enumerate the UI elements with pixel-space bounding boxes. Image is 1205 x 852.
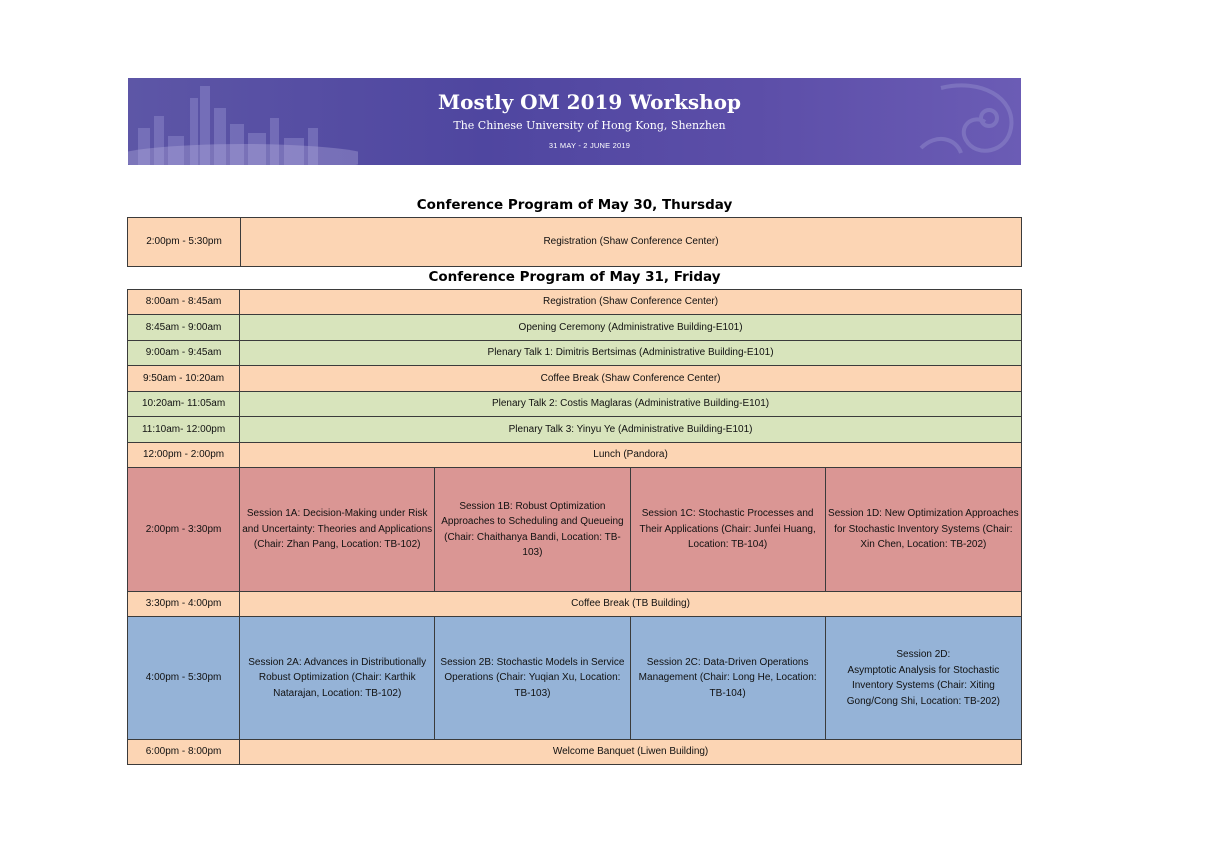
table-row <box>128 341 1022 366</box>
table-row <box>128 740 1022 765</box>
session-1c-cell: Session 1C: Stochastic Processes and Their Applications (Chair: Junfei Huang, Location: TB-104) <box>630 468 825 592</box>
event-cell: Plenary Talk 1: Dimitris Bertsimas (Administrative Building-E101) <box>240 341 1022 366</box>
time-cell: 6:00pm - 8:00pm <box>128 740 240 765</box>
time-cell: 2:00pm - 5:30pm <box>128 218 241 267</box>
banner-subtitle: The Chinese University of Hong Kong, Shenzhen <box>453 119 726 132</box>
time-cell: 4:00pm - 5:30pm <box>128 617 240 740</box>
time-cell: 11:10am- 12:00pm <box>128 417 240 443</box>
time-cell: 12:00pm - 2:00pm <box>128 443 240 468</box>
time-cell: 2:00pm - 3:30pm <box>128 468 240 592</box>
time-cell: 9:00am - 9:45am <box>128 341 240 366</box>
event-cell: Lunch (Pandora) <box>240 443 1022 468</box>
event-cell: Welcome Banquet (Liwen Building) <box>240 740 1022 765</box>
table-row <box>128 218 1022 267</box>
session-1d-cell: Session 1D: New Optimization Approaches for Stochastic Inventory Systems (Chair: Xin Chen, Location: TB-202) <box>825 468 1021 592</box>
table-row <box>128 392 1022 417</box>
event-cell: Coffee Break (TB Building) <box>240 592 1022 617</box>
event-cell: Plenary Talk 3: Yinyu Ye (Administrative Building-E101) <box>240 417 1022 443</box>
time-cell: 10:20am- 11:05am <box>128 392 240 417</box>
workshop-banner <box>128 78 1021 165</box>
session-2c-cell: Session 2C: Data-Driven Operations Management (Chair: Long He, Location: TB-104) <box>630 617 825 740</box>
session-row-1 <box>128 468 1022 592</box>
event-cell: Plenary Talk 2: Costis Maglaras (Administrative Building-E101) <box>240 392 1022 417</box>
time-cell: 8:00am - 8:45am <box>128 290 240 315</box>
session-row-2 <box>128 617 1022 740</box>
session-2b-cell: Session 2B: Stochastic Models in Service Operations (Chair: Yuqian Xu, Location: TB-103) <box>435 617 630 740</box>
time-cell: 8:45am - 9:00am <box>128 315 240 341</box>
table-row <box>128 366 1022 392</box>
table-row <box>128 290 1022 315</box>
event-cell: Coffee Break (Shaw Conference Center) <box>240 366 1022 392</box>
table-row <box>128 315 1022 341</box>
time-cell: 3:30pm - 4:00pm <box>128 592 240 617</box>
table-row <box>128 443 1022 468</box>
table-row <box>128 592 1022 617</box>
time-cell: 9:50am - 10:20am <box>128 366 240 392</box>
session-1b-cell: Session 1B: Robust Optimization Approaches to Scheduling and Queueing (Chair: Chaithanya Bandi, Location: TB-103) <box>435 468 630 592</box>
day1-heading: Conference Program of May 30, Thursday <box>416 197 733 213</box>
day2-heading: Conference Program of May 31, Friday <box>428 269 721 285</box>
session-2d-cell: Session 2D: Asymptotic Analysis for Stochastic Inventory Systems (Chair: Xiting Gong/Cong Shi, Location: TB-202) <box>825 617 1021 740</box>
event-cell: Opening Ceremony (Administrative Building-E101) <box>240 315 1022 341</box>
banner-title: Mostly OM 2019 Workshop <box>438 90 741 114</box>
session-2a-cell: Session 2A: Advances in Distributionally Robust Optimization (Chair: Karthik Natarajan, Location: TB-102) <box>240 617 435 740</box>
banner-dates: 31 MAY - 2 JUNE 2019 <box>548 141 631 150</box>
event-cell: Registration (Shaw Conference Center) <box>241 218 1022 267</box>
session-1a-cell: Session 1A: Decision-Making under Risk and Uncertainty: Theories and Applications (Chair: Zhan Pang, Location: TB-102) <box>240 468 435 592</box>
table-row <box>128 417 1022 443</box>
event-cell: Registration (Shaw Conference Center) <box>240 290 1022 315</box>
day2-schedule-table <box>127 289 1022 765</box>
day1-schedule-table <box>127 217 1022 267</box>
